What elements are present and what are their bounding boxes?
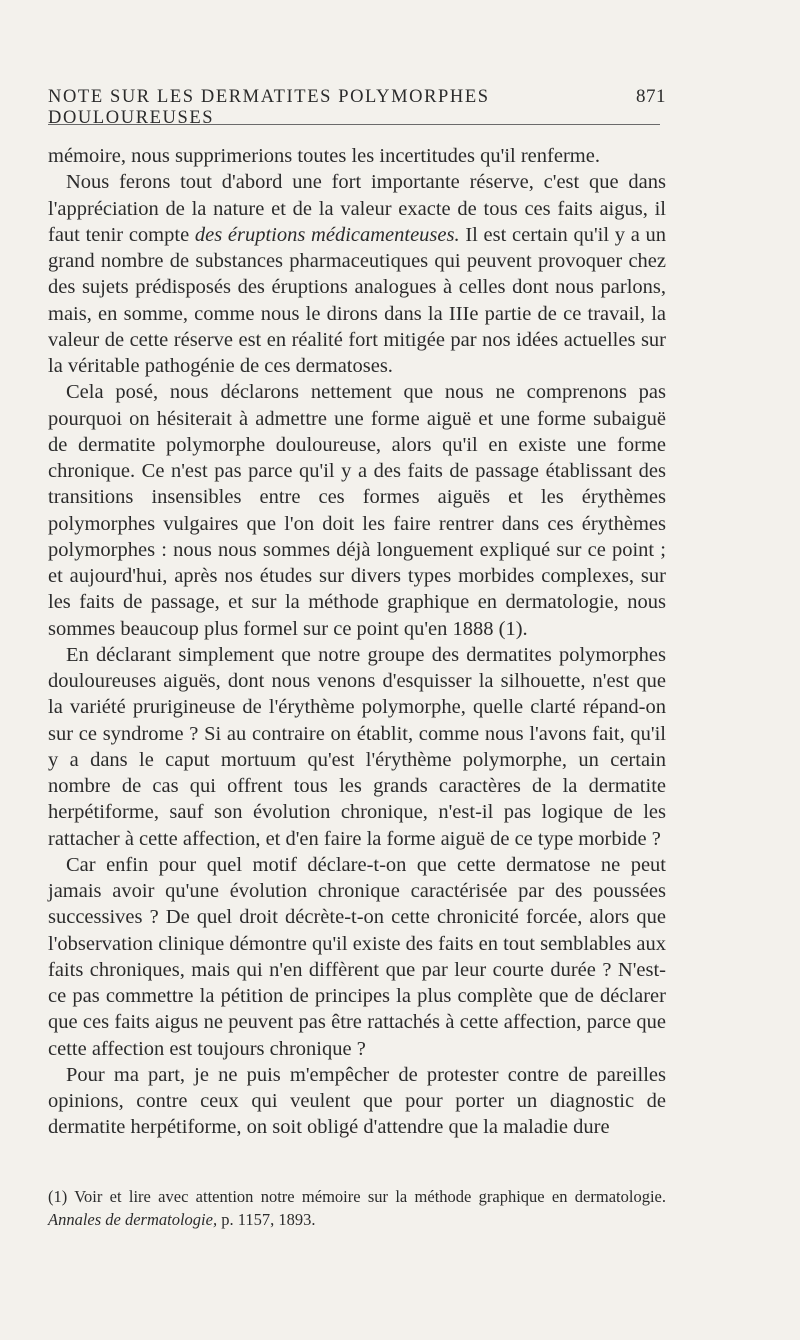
paragraph-text: mémoire, nous supprimerions toutes les incertitudes qu'il renferme. <box>48 145 600 167</box>
paragraph <box>48 169 666 379</box>
paragraph <box>48 379 666 642</box>
footnote-text-before: Voir et lire avec attention notre mémoire sur la méthode graphique en dermatologie. <box>67 1187 666 1206</box>
header-rule <box>48 124 660 125</box>
page-number: 871 <box>636 86 666 107</box>
paragraph <box>48 852 666 1062</box>
footnote-journal: Annales de dermatologie, <box>48 1210 218 1229</box>
footnote-1 <box>48 1185 666 1231</box>
italic-text: des éruptions médicamenteuses. <box>194 223 460 246</box>
paragraph <box>48 143 666 169</box>
footnote-mark: (1) <box>48 1187 68 1206</box>
paragraph-text: Il est certain qu'il y a un grand nombre de substances pharmaceutiques qui peuvent provoquer chez des sujets prédisposés des éruptions analogues à celles dont nous parlons, mais, en somme, comme nous le dirons dans la IIIe partie de ce travail, la valeur de cette réserve est en réalité fort mitigée par nos idées actuelles sur la véritable pathogénie de ces dermatoses. <box>48 223 666 377</box>
running-title: NOTE SUR LES DERMATITES POLYMORPHES DOULOUREUSES <box>48 87 490 128</box>
paragraph-text: Pour ma part, je ne puis m'empêcher de protester contre de pareilles opinions, contre ceux qui veulent que pour porter un diagnostic de dermatite herpétiforme, on soit obligé d'attendre que la maladie dure <box>48 1063 666 1139</box>
footnote-text-after: p. 1157, 1893. <box>217 1210 316 1229</box>
paragraph-text: Car enfin pour quel motif déclare-t-on que cette dermatose ne peut jamais avoir qu'une évolution chronique caractérisée par des poussées successives ? De quel droit décrète-t-on cette chronicité forcée, alors que l'observation clinique démontre qu'il existe des faits en tout semblables aux faits chroniques, mais qui n'en diffèrent que par leur courte durée ? N'est-ce pas commettre la pétition de principes la plus complète que de déclarer que ces faits aigus ne peuvent pas être rattachés à cette affection, parce que cette affection est toujours chronique ? <box>48 853 666 1060</box>
paragraph <box>48 1062 666 1141</box>
body-text <box>48 143 666 1141</box>
running-header <box>48 86 666 129</box>
paragraph-text: Nous ferons tout d'abord une fort importante réserve, c'est que dans l'appréciation de la nature et de la valeur exacte de tous ces faits aigus, il faut tenir compte <box>48 171 666 246</box>
paragraph-text: Cela posé, nous déclarons nettement que nous ne comprenons pas pourquoi on hésiterait à admettre une forme aiguë et une forme subaiguë de dermatite polymorphe douloureuse, alors qu'il en existe une forme chronique. Ce n'est pas parce qu'il y a des faits de passage établissant des transitions insensibles entre ces formes aiguës et les érythèmes polymorphes vulgaires que l'on doit les faire rentrer dans ces érythèmes polymorphes : nous nous sommes déjà longuement expliqué sur ce point ; et aujourd'hui, après nos études sur divers types morbides complexes, sur les faits de passage, et sur la méthode graphique en dermatologie, nous sommes beaucoup plus formel sur ce point qu'en 1888 (1). <box>48 381 666 640</box>
paragraph-text: En déclarant simplement que notre groupe des dermatites polymorphes douloureuses aiguës, dont nous venons d'esquisser la silhouette, n'est que la variété prurigineuse de l'érythème polymorphe, quelle clarté répand-on sur ce syndrome ? Si au contraire on établit, comme nous l'avons fait, qu'il y a dans le caput mortuum qu'est l'érythème polymorphe, un certain nombre de cas qui offrent tous les grands caractères de la dermatite herpétiforme, sauf son évolution chronique, n'est-il pas logique de les rattacher à cette affection, et d'en faire la forme aiguë de ce type morbide ? <box>48 643 666 850</box>
paragraph <box>48 642 666 852</box>
footnotes <box>48 1185 666 1231</box>
